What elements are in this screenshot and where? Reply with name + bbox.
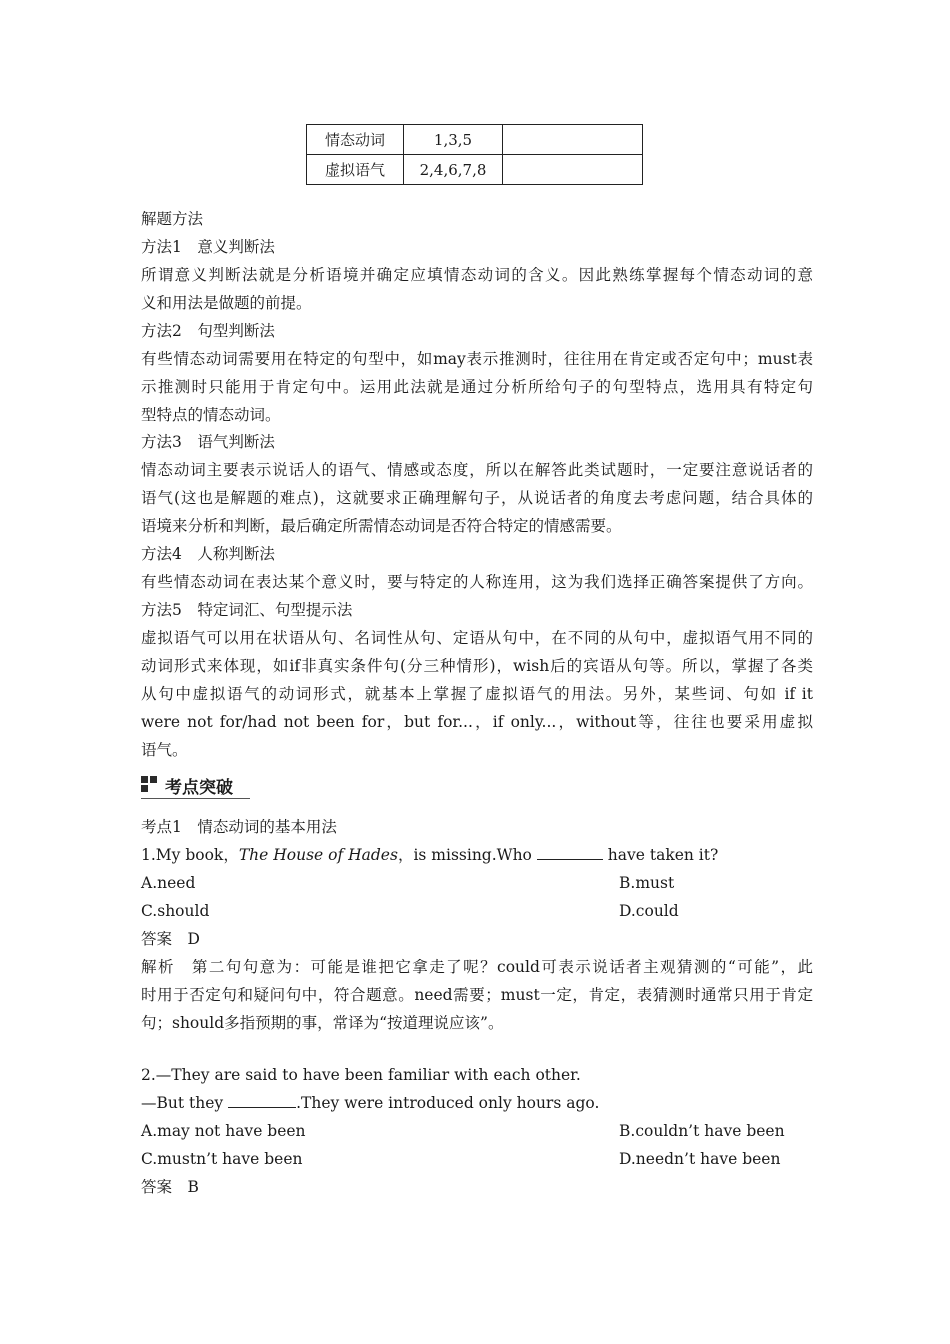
q2-option-a: A.may not have been bbox=[141, 1122, 306, 1140]
heading-underline bbox=[141, 798, 250, 799]
method5-text: were not for/had not been for，but for...，if only...，without等，往往也要采用虚拟 bbox=[141, 713, 813, 731]
q1-stem-part: ，is missing.Who bbox=[397, 846, 532, 864]
q1-options-row bbox=[141, 901, 813, 923]
q2-option-d: D.needn’t have been bbox=[619, 1150, 781, 1168]
q2-answer: 答案 B bbox=[141, 1178, 199, 1196]
table-row bbox=[307, 125, 643, 155]
method5-text: 语气。 bbox=[141, 741, 188, 759]
method2-title: 方法2 句型判断法 bbox=[141, 322, 275, 340]
table-cell-category: 虚拟语气 bbox=[307, 155, 404, 185]
q1-stem bbox=[141, 845, 813, 867]
methods-title: 解题方法 bbox=[141, 210, 204, 228]
table-cell-items: 2,4,6,7,8 bbox=[404, 155, 503, 185]
q1-option-b: B.must bbox=[619, 874, 675, 892]
answer-blank bbox=[228, 1093, 296, 1108]
q2-stem: 2.—They are said to have been familiar with each other. bbox=[141, 1066, 581, 1084]
section-title: 考点突破 bbox=[165, 778, 233, 798]
table-row bbox=[307, 155, 643, 185]
q2-stem-part: .They were introduced only hours ago. bbox=[296, 1094, 600, 1112]
section-heading bbox=[141, 772, 250, 799]
q2-stem bbox=[141, 1093, 813, 1115]
q1-explanation: 时用于否定句和疑问句中，符合题意。need需要；must一定，肯定，表猜测时通常只用于肯定 bbox=[141, 986, 813, 1004]
method1-title: 方法1 意义判断法 bbox=[141, 238, 275, 256]
method1-text: 所谓意义判断法就是分析语境并确定应填情态动词的含义。因此熟练掌握每个情态动词的意 bbox=[141, 266, 813, 284]
q1-stem-part: 1.My book， bbox=[141, 846, 239, 864]
answer-blank bbox=[537, 845, 603, 860]
heading-square-icon bbox=[141, 776, 148, 783]
method2-text: 有些情态动词需要用在特定的句型中，如may表示推测时，往往用在肯定或否定句中；must表 bbox=[141, 350, 813, 368]
method5-text: 虚拟语气可以用在状语从句、名词性从句、定语从句中，在不同的从句中，虚拟语气用不同的 bbox=[141, 629, 813, 647]
method3-title: 方法3 语气判断法 bbox=[141, 433, 275, 451]
summary-table bbox=[306, 124, 643, 185]
method2-text: 示推测时只能用于肯定句中。运用此法就是通过分析所给句子的句型特点，选用具有特定句 bbox=[141, 378, 813, 396]
table-cell-note bbox=[503, 125, 643, 155]
method5-title: 方法5 特定词汇、句型提示法 bbox=[141, 601, 353, 619]
q2-option-c: C.mustn’t have been bbox=[141, 1150, 303, 1168]
q2-options-row bbox=[141, 1149, 813, 1171]
q1-stem-part: have taken it? bbox=[607, 846, 719, 864]
table-cell-note bbox=[503, 155, 643, 185]
q2-option-b: B.couldn’t have been bbox=[619, 1122, 785, 1140]
q1-option-c: C.should bbox=[141, 902, 210, 920]
method1-text: 义和用法是做题的前提。 bbox=[141, 294, 312, 312]
heading-square-icon bbox=[141, 785, 148, 792]
table-cell-items: 1,3,5 bbox=[404, 125, 503, 155]
q1-option-a: A.need bbox=[141, 874, 196, 892]
method5-text: 从句中虚拟语气的动词形式，就基本上掌握了虚拟语气的用法。另外，某些词、句如 if it bbox=[141, 685, 813, 703]
method2-text: 型特点的情态动词。 bbox=[141, 406, 281, 424]
q1-book-title: The House of Hades bbox=[238, 846, 398, 864]
q1-answer: 答案 D bbox=[141, 930, 200, 948]
method3-text: 语境来分析和判断，最后确定所需情态动词是否符合特定的情感需要。 bbox=[141, 517, 622, 535]
method3-text: 语气(这也是解题的难点)，这就要求正确理解句子，从说话者的角度去考虑问题，结合具体的 bbox=[141, 489, 813, 507]
method4-text: 有些情态动词在表达某个意义时，要与特定的人称连用，这为我们选择正确答案提供了方向。 bbox=[141, 573, 813, 591]
q2-options-row bbox=[141, 1121, 813, 1143]
method5-text: 动词形式来体现，如if非真实条件句(分三种情形)，wish后的宾语从句等。所以，掌握了各类 bbox=[141, 657, 813, 675]
method4-title: 方法4 人称判断法 bbox=[141, 545, 275, 563]
heading-square-icon bbox=[150, 776, 157, 783]
method3-text: 情态动词主要表示说话人的语气、情感或态度，所以在解答此类试题时，一定要注意说话者的 bbox=[141, 461, 813, 479]
table-cell-category: 情态动词 bbox=[307, 125, 404, 155]
q2-stem-part: —But they bbox=[141, 1094, 224, 1112]
kaodian1-title: 考点1 情态动词的基本用法 bbox=[141, 818, 337, 836]
q1-explanation: 解析 第二句句意为：可能是谁把它拿走了呢？could可表示说话者主观猜测的“可能”，此 bbox=[141, 958, 813, 976]
q1-option-d: D.could bbox=[619, 902, 679, 920]
q1-options-row bbox=[141, 873, 813, 895]
q1-explanation: 句；should多指预期的事，常译为“按道理说应该”。 bbox=[141, 1014, 504, 1032]
